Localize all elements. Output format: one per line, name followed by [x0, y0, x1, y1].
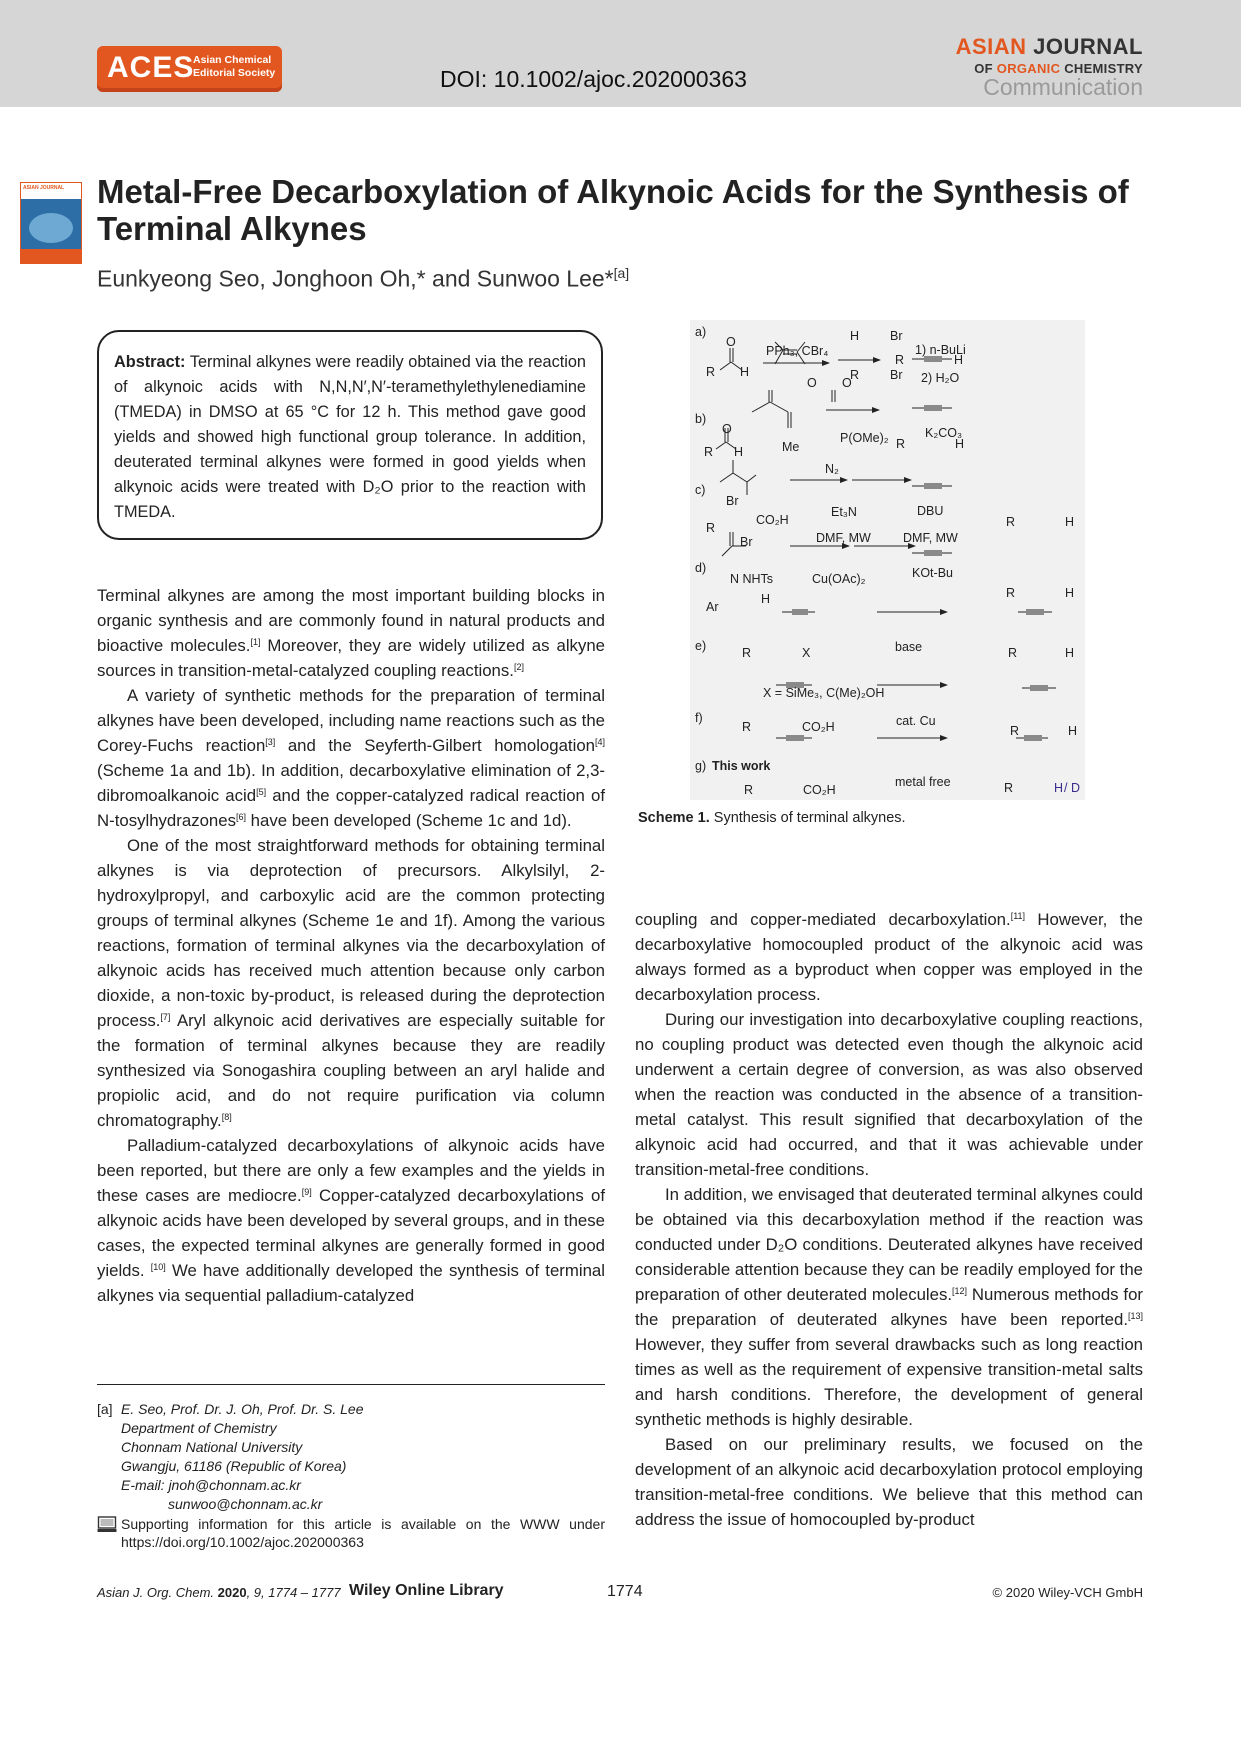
scheme-atom: O: [842, 376, 852, 390]
scheme-label-a: a): [695, 325, 707, 339]
authors-affiliation-mark: [a]: [613, 265, 630, 281]
scheme-atom: CO₂H: [756, 513, 789, 527]
article-title: Metal-Free Decarboxylation of Alkynoic Acids for the Synthesis of Terminal Alkynes: [97, 173, 1129, 247]
aces-logo-text: ACES: [107, 51, 195, 84]
scheme-atom: CO₂H: [803, 783, 836, 797]
paragraph: [97, 833, 605, 1133]
authors-text: Eunkyeong Seo, Jonghoon Oh,* and Sunwoo Lee*: [97, 265, 614, 292]
text: Numerous methods for the preparation of deuterated alkynes have been reported.: [635, 1285, 1144, 1329]
text: Copper-catalyzed decarboxylations of alkynoic acids have been developed by several groups, and in these cases, the expected terminal alkynes are generally formed in good yields.: [97, 1186, 606, 1280]
scheme-atom: R: [1010, 724, 1020, 738]
aces-logo-line2: Editorial Society: [193, 67, 276, 79]
scheme-reagent: Cu(OAc)₂: [812, 572, 866, 586]
text: have been developed (Scheme 1c and 1d).: [246, 811, 572, 830]
scheme-atom: R: [706, 521, 716, 535]
journal-logo-line1: [956, 34, 1143, 60]
scheme-caption-label[interactable]: Scheme 1.: [638, 810, 710, 826]
scheme-atom: R: [744, 783, 754, 797]
journal-logo-journal: JOURNAL: [1026, 34, 1143, 59]
scheme-atom: H: [954, 353, 964, 367]
scheme-atom: Br: [740, 535, 753, 549]
scheme-atom: H: [740, 365, 750, 379]
affiliation-email-2[interactable]: sunwoo@chonnam.ac.kr: [168, 1496, 323, 1512]
scheme-reagent: base: [895, 640, 923, 654]
reference-link[interactable]: [7]: [160, 1012, 171, 1022]
scheme-drawing: [690, 320, 1085, 800]
paragraph: [97, 583, 605, 683]
reference-link[interactable]: [11]: [1010, 911, 1026, 921]
scheme-reagent: PPh₃, CBr₄: [766, 344, 829, 358]
reference-link[interactable]: [9]: [301, 1187, 312, 1197]
reference-link[interactable]: [10]: [150, 1262, 166, 1272]
journal-volume-pages: , 9, 1774 – 1777: [246, 1585, 341, 1600]
scheme-reagent: DBU: [917, 504, 944, 518]
paragraph: [635, 1182, 1143, 1432]
scheme-atom: R: [706, 365, 716, 379]
scheme-reagent: DMF, MW: [903, 531, 958, 545]
scheme-atom: Br: [726, 494, 739, 508]
aces-logo-line1: Asian Chemical: [193, 54, 272, 66]
scheme-atom: R: [850, 368, 860, 382]
affiliation-address: [121, 1400, 364, 1514]
scheme-atom: O: [807, 376, 817, 390]
abstract-label: Abstract:: [114, 353, 186, 371]
scheme-reagent: 2) H₂O: [921, 371, 960, 385]
footnote-tag: [a]: [97, 1401, 113, 1417]
scheme-substituent-definition: X = SiMe₃, C(Me)₂OH: [763, 686, 885, 700]
reference-link[interactable]: [8]: [221, 1112, 232, 1122]
aces-logo[interactable]: [97, 46, 282, 92]
scheme-atom: R: [895, 353, 905, 367]
scheme-label-g: g): [695, 759, 707, 773]
affiliation-university: Chonnam National University: [121, 1439, 303, 1455]
scheme-atom: H: [734, 445, 744, 459]
scheme-atom: N₂: [825, 462, 839, 476]
text: (Scheme 1a and 1b). In addition, decarboxylative elimination of 2,3-dibromoalkanoic acid: [97, 761, 605, 805]
scheme-reagent: DMF, MW: [816, 531, 871, 545]
paragraph: [97, 1133, 605, 1308]
reference-link[interactable]: [12]: [952, 1286, 968, 1296]
scheme-atom: H: [1065, 515, 1075, 529]
scheme-atom: P(OMe)₂: [840, 431, 889, 445]
scheme-atom: H: [1065, 646, 1075, 660]
computer-icon: [97, 1516, 117, 1537]
text: Moreover, they are widely utilized as alkyne sources in transition-metal-catalyzed coupling reactions.: [97, 636, 606, 680]
aces-logo-subtext: [193, 54, 275, 80]
affiliation-city: Gwangju, 61186 (Republic of Korea): [121, 1458, 347, 1474]
abstract-text: Terminal alkynes were readily obtained via the reaction of alkynoic acids with N,N,N′,N′-teramethylethylenediamine (TMEDA) in DMSO at 65 °C for 12 h. This method gave good yields and showed high functional group tolerance. In addition, deuterated terminal alkynes were formed in good yields when alkynoic acids were treated with D₂O prior to the reaction with TMEDA.: [114, 353, 586, 521]
scheme-atom: R: [1004, 781, 1014, 795]
abstract-box: [97, 330, 603, 540]
supporting-info-link[interactable]: Supporting information for this article is available on the WWW under https://doi.org/10.1002/ajoc.202000363: [121, 1516, 605, 1550]
paragraph: [635, 907, 1143, 1007]
scheme-atom: Me: [782, 440, 800, 454]
text: Terminal alkynes are among the most important building blocks in organic synthesis and are commonly found in natural products and bioactive molecules.: [97, 586, 605, 655]
journal-logo: [956, 34, 1143, 101]
text: However, the decarboxylative homocoupled product of the alkynoic acid was always formed as a byproduct when copper was employed in the decarboxylation process.: [635, 910, 1143, 1004]
scheme-reagent: cat. Cu: [896, 714, 936, 728]
paragraph: [97, 683, 605, 833]
affiliation-email[interactable]: E-mail: jnoh@chonnam.ac.kr: [121, 1477, 301, 1493]
page-footer: [97, 1583, 1143, 1603]
scheme-atom: Br: [890, 368, 903, 382]
scheme-atom: R: [1006, 586, 1016, 600]
paragraph: During our investigation into decarboxylative coupling reactions, no coupling product was detected even though the alkynoic acid underwent a certain degree of conversion, as was also observed when the reaction was conducted in the absence of a transition-metal catalyst. This result signified that decarboxylation of the alkynoic acid had occurred, and that it was achievable under transition-metal-free conditions.: [635, 1010, 1143, 1179]
scheme-atom: Br: [890, 329, 903, 343]
text: However, they suffer from several drawbacks such as long reaction times as well as the requirement of expensive transition-metal salts and harsh conditions. Therefore, the development of general synthetic methods is highly desirable.: [635, 1335, 1143, 1429]
scheme-caption: [638, 810, 906, 826]
text: One of the most straightforward methods for obtaining terminal alkynes is via deprotection of precursors. Alkylsilyl, 2-hydroxylpropyl, and carboxylic acid are the common protecting groups of terminal alkynes (Scheme 1e and 1f). Among the various reactions, formation of terminal alkynes via the decarboxylation of alkynoic acids has received much attention because only carbon dioxide, a non-toxic by-product, is released during the deprotection process.: [97, 836, 605, 1030]
journal-logo-organic: ORGANIC: [996, 61, 1061, 76]
scheme-atom: X: [802, 646, 811, 660]
scheme-atom: CO₂H: [802, 720, 835, 734]
journal-logo-asian: ASIAN: [955, 34, 1027, 59]
scheme-label-b: b): [695, 412, 707, 426]
scheme-atom: H: [955, 437, 965, 451]
body-column-left: [97, 583, 605, 1308]
scheme-label-d: d): [695, 561, 707, 575]
reference-link[interactable]: [6]: [235, 812, 246, 822]
doi-link[interactable]: DOI: 10.1002/ajoc.202000363: [440, 66, 747, 92]
text: and the copper-catalyzed radical reaction of N-tosylhydrazones: [97, 786, 605, 830]
scheme-atom: R: [1006, 515, 1016, 529]
scheme-atom: O: [722, 422, 732, 436]
text: In addition, we envisaged that deuterated terminal alkynes could be obtained via this decarboxylation method if the reaction was conducted under D₂O conditions. Deuterated alkynes have received considerable attention because they can be readily employed for the preparation of other deuterated molecules.: [635, 1185, 1143, 1304]
scheme-atom: R: [896, 437, 906, 451]
page-number: 1774: [607, 1583, 643, 1600]
scheme-atom: H: [761, 592, 771, 606]
scheme-atom: H: [850, 329, 860, 343]
reference-link[interactable]: [2]: [513, 662, 524, 672]
scheme-reagent: 1) n-BuLi: [915, 343, 966, 357]
scheme-atom: R: [742, 646, 752, 660]
affiliation-department: Department of Chemistry: [121, 1420, 277, 1436]
scheme-reagent: Et₃N: [831, 505, 857, 519]
journal-logo-chemistry: CHEMISTRY: [1060, 61, 1143, 76]
reference-link[interactable]: [5]: [256, 787, 267, 797]
body-column-right: [635, 907, 1143, 1532]
scheme-reagent: metal free: [895, 775, 951, 789]
wiley-online-library-link[interactable]: Wiley Online Library: [349, 1582, 504, 1599]
scheme-atom: R: [1008, 646, 1018, 660]
journal-abbrev: Asian J. Org. Chem.: [97, 1585, 218, 1600]
article-type: Communication: [983, 74, 1143, 100]
text: A variety of synthetic methods for the preparation of terminal alkynes have been developed, including name reactions such as the Corey-Fuchs reaction: [97, 686, 605, 755]
paragraph: Based on our preliminary results, we focused on the development of an alkynoic acid decarboxylation protocol employing transition-metal-free conditions. We believe that this method can address the issue of homocoupled by-product: [635, 1435, 1143, 1529]
scheme-slash: /: [1064, 781, 1068, 795]
text: and the Seyferth-Gilbert homologation: [275, 736, 595, 755]
cover-title: ASIAN JOURNAL: [21, 183, 81, 199]
scheme-1-figure[interactable]: [690, 320, 1085, 800]
scheme-caption-text: Synthesis of terminal alkynes.: [709, 810, 906, 826]
scheme-reagent: K₂CO₃: [925, 426, 963, 440]
scheme-atom: R: [742, 720, 752, 734]
scheme-atom: Ar: [706, 600, 719, 614]
text: Palladium-catalyzed decarboxylations of alkynoic acids have been reported, but there are only a few examples and the yields in these cases are mediocre.: [97, 1136, 605, 1205]
scheme-atom: H: [1065, 586, 1075, 600]
footnote-divider: [97, 1384, 605, 1385]
reference-link[interactable]: [13]: [1127, 1311, 1143, 1321]
scheme-atom: O: [726, 335, 736, 349]
page-header: [0, 0, 1241, 107]
author-list: [97, 265, 629, 293]
journal-citation: [97, 1585, 341, 1600]
reference-link[interactable]: [3]: [265, 737, 276, 747]
scheme-reagent: KOt-Bu: [912, 566, 953, 580]
copyright-notice: © 2020 Wiley-VCH GmbH: [992, 1585, 1143, 1600]
scheme-label-c: c): [695, 483, 706, 497]
journal-year: 2020: [217, 1585, 247, 1600]
scheme-atom: H: [1054, 781, 1064, 795]
affiliation-names: E. Seo, Prof. Dr. J. Oh, Prof. Dr. S. Lee: [121, 1401, 364, 1417]
scheme-atom: N NHTs: [730, 572, 774, 586]
cover-band: [21, 249, 81, 263]
text: Aryl alkynoic acid derivatives are especially suitable for the formation of terminal alkynes because they are readily synthesized via Sonogashira coupling between an aryl halide and propiolic acid, and do not require purification via column chromatography.: [97, 1011, 605, 1130]
scheme-atom: H: [1068, 724, 1078, 738]
journal-cover-thumbnail[interactable]: [20, 182, 82, 264]
reference-link[interactable]: [4]: [594, 737, 605, 747]
text: We have additionally developed the synthesis of terminal alkynes via sequential palladium-catalyzed: [97, 1261, 605, 1305]
scheme-atom: R: [704, 445, 714, 459]
text: coupling and copper-mediated decarboxylation.: [635, 910, 1011, 929]
journal-logo-of: OF: [974, 61, 997, 76]
cover-art: [29, 213, 73, 243]
scheme-atom: D: [1071, 781, 1081, 795]
scheme-label-f: f): [695, 711, 703, 725]
scheme-label-e: e): [695, 639, 707, 653]
reference-link[interactable]: [1]: [250, 637, 261, 647]
scheme-this-work-label: This work: [712, 759, 771, 773]
